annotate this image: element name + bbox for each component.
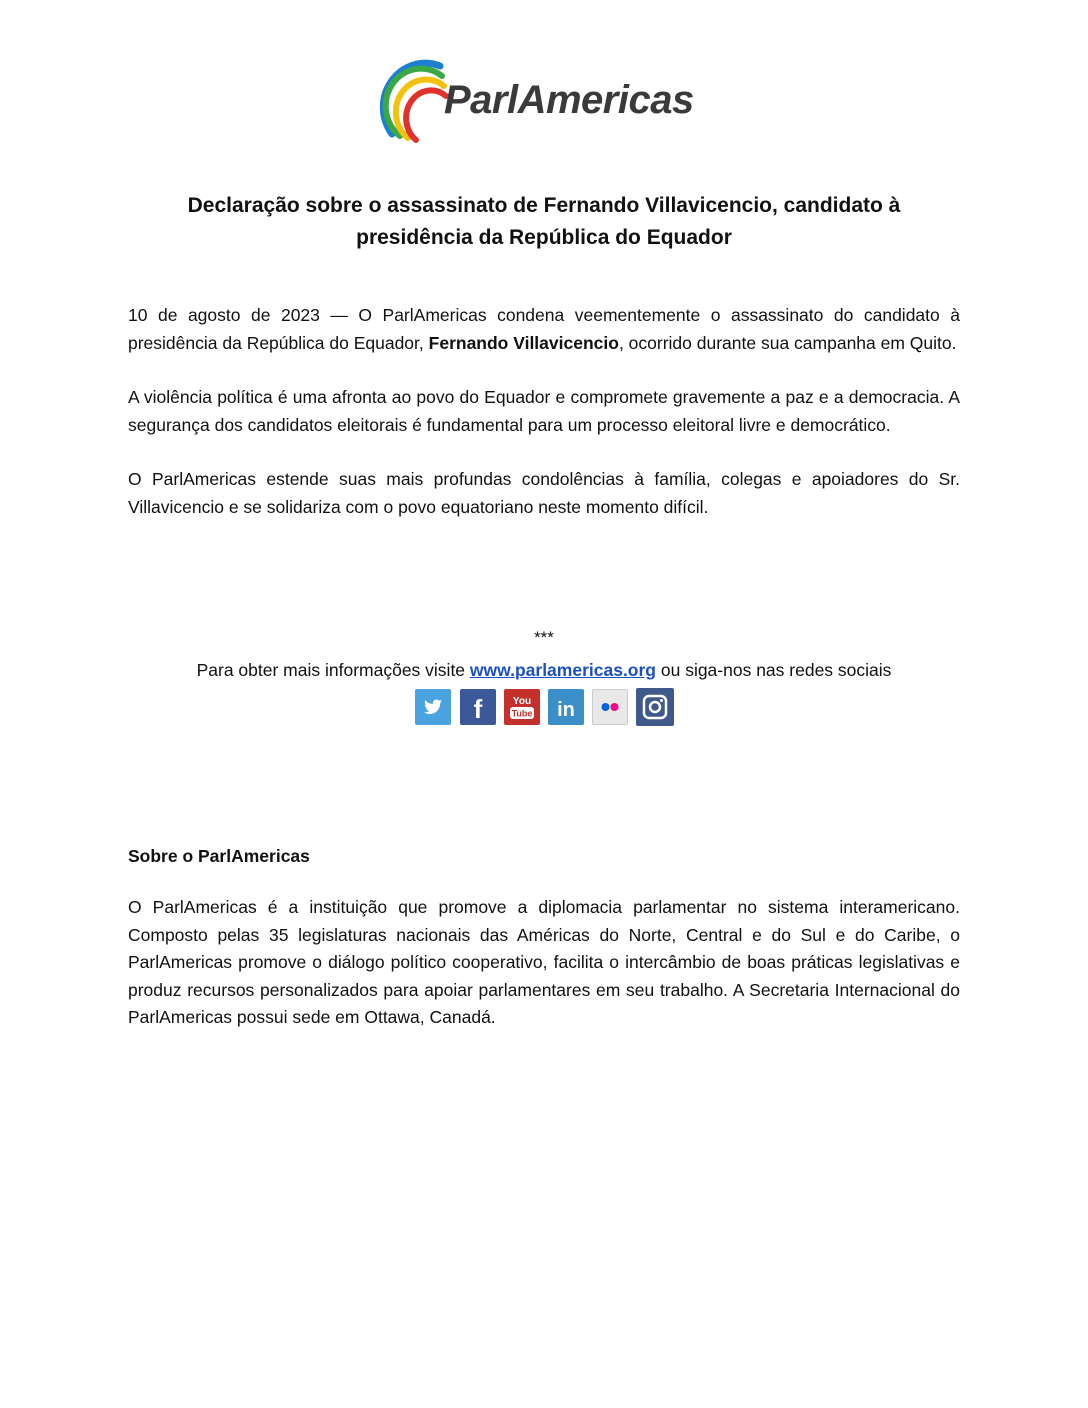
facebook-glyph: f [473,694,483,724]
more-info-line [0,660,1088,681]
about-paragraph: O ParlAmericas é a instituição que promove a diplomacia parlamentar no sistema interamericano. Composto pelas 35 legislaturas nacionais das Américas do Norte, Central e do Sul e do Caribe, o ParlAmericas promove o diálogo político cooperativo, facilita o intercâmbio de boas práticas legislativas e produz recursos personalizados para apoiar parlamentares em seu trabalho. A Secretaria Internacional do ParlAmericas possui sede em Ottawa, Canadá. [128,897,960,1027]
linkedin-glyph: in [557,699,575,721]
logo-wordmark: ParlAmericas [444,78,694,122]
document-title: Declaração sobre o assassinato de Fernando Villavicencio, candidato à presidência da República do Equador [187,194,901,249]
about-heading: Sobre o ParlAmericas [128,846,310,866]
instagram-icon[interactable] [636,688,674,726]
website-link[interactable]: www.parlamericas.org [469,660,656,680]
youtube-icon[interactable] [504,689,540,725]
paragraph-1 [128,302,960,357]
more-info-prefix: Para obter mais informações visite [196,660,470,680]
parlamericas-logo [378,56,718,156]
paragraph-3: O ParlAmericas estende suas mais profundas condolências à família, colegas e apoiadores do Sr. Villavicencio e se solidariza com o povo equatoriano neste momento difícil. [128,469,960,517]
youtube-glyph-top: You [512,696,532,707]
paragraph-1-text: 10 de agosto de 2023 — O ParlAmericas condena veementemente o assassinato do candidato à presidência da República do Equador, [128,305,960,353]
facebook-icon[interactable] [460,689,496,725]
candidate-name: Fernando Villavicencio [428,332,619,353]
separator: *** [534,628,554,647]
flickr-icon[interactable] [592,689,628,725]
youtube-glyph-bottom: Tube [511,708,533,719]
paragraph-1-end: , ocorrido durante sua campanha em Quito. [618,332,957,353]
twitter-icon[interactable] [415,689,451,725]
paragraph-2: A violência política é uma afronta ao povo do Equador e compromete gravemente a paz e a democracia. A segurança dos candidatos eleitorais é fundamental para um processo eleitoral livre e democrático. [128,387,960,435]
linkedin-icon[interactable] [548,689,584,725]
more-info-suffix: ou siga-nos nas redes sociais [656,660,892,680]
